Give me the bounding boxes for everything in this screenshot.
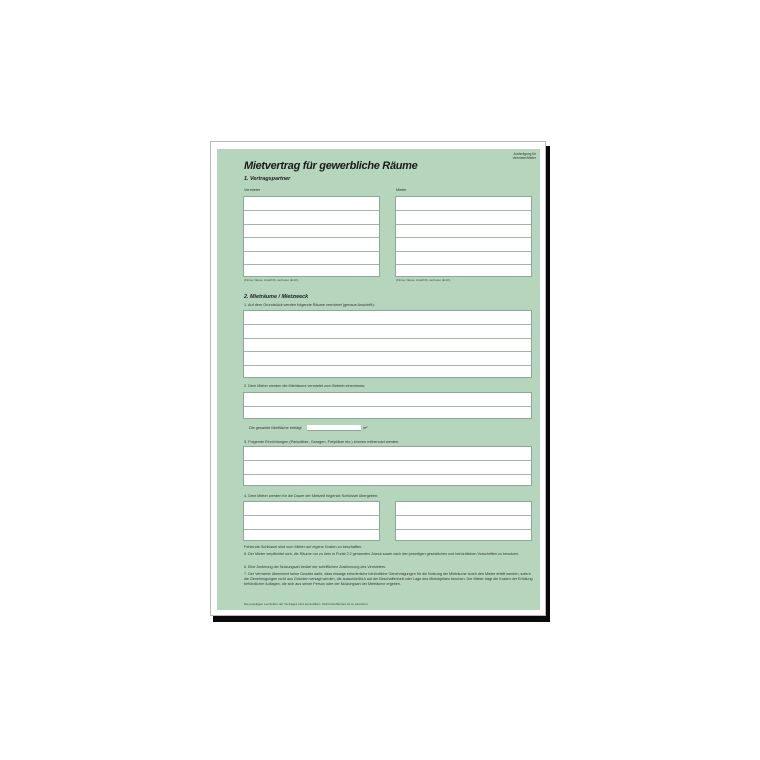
section2-heading: 2. Mieträume / Mietzweck (244, 294, 309, 300)
vermieter-label: Vermieter (244, 188, 261, 192)
item7-text: 7. Der Vermieter übernimmt keine Gewähr dafür, dass etwaige erforderliche behördliche Genehmigungen für die Nutzung der Mieträume durch den Mieter erteilt werden, sofern die Genehmigungen nicht aus Gründen versagt werden, die ausschließlich auf der Beschaffenheit oder Lage des Mietobjektes beruhen. Der Mieter trägt die Kosten der Erfüllung behördlicher Auflagen, die sich aus seiner Person oder der Nutzungsart der Mieträume ergeben. (244, 572, 533, 586)
item3-text: 3. Folgende Einrichtungen (Parkplätze, Garagen, Freiplätze etc.) können mitbenutzt werden: (244, 440, 400, 444)
mieter-label: Mieter (396, 188, 407, 192)
mieter-field[interactable] (395, 196, 532, 277)
flaeche-label: Die gesamte Mietfläche beträgt (249, 426, 302, 430)
vermieter-hint: (Firma, Name, Anschrift, vertreten durch) (244, 278, 299, 282)
item5-text: 5. Der Mieter verpflichtet sich, die Räume nur zu dem in Punkt 2.2 genannten Zweck sowie nach den jeweiligen gesetzlichen und behördlichen Vorschriften zu benutzen. (244, 552, 520, 556)
facilities-field[interactable] (243, 446, 532, 486)
address-field[interactable] (243, 310, 532, 378)
keys-field-right[interactable] (395, 501, 532, 541)
copy-note-line: Ausfertigung für (513, 152, 536, 156)
item1-text: 1. Auf dem Grundstück werden folgende Räume vermietet (genaue Anschrift): (244, 303, 375, 307)
keys-note: Fehlende Schlüssel sind vom Mieter auf eigene Kosten zu beschaffen. (244, 545, 363, 549)
item4-text: 4. Dem Mieter werden für die Dauer der Mietzeit folgende Schlüssel übergeben: (244, 494, 379, 498)
keys-field-left[interactable] (243, 501, 380, 541)
footer-note: Die jeweiligen Leerfelder der Vertrages sind auszufüllen. Nichtzutreffendes ist zu streichen. (244, 602, 369, 606)
form-area (217, 149, 540, 610)
contract-sheet (210, 141, 546, 616)
section1-heading: 1. Vertragspartner (244, 176, 291, 182)
flaeche-field[interactable] (307, 425, 361, 431)
business-purpose-field[interactable] (243, 392, 532, 419)
document-title: Mietvertrag für gewerbliche Räume (244, 160, 418, 172)
item2-text: 2. Dem Mieter werden die Mieträume vermietet zum Betrieb einer/eines: (244, 384, 366, 388)
copy-note-line: Vermieter/Mieter (512, 155, 536, 160)
flaeche-unit: m² (363, 426, 368, 430)
copy-note (513, 153, 536, 161)
item6-text: 6. Eine Änderung der Nutzungsart bedarf der schriftlichen Zustimmung des Vermieters. (244, 565, 387, 569)
mieter-hint: (Firma, Name, Anschrift, vertreten durch) (396, 278, 451, 282)
vermieter-field[interactable] (243, 196, 380, 277)
